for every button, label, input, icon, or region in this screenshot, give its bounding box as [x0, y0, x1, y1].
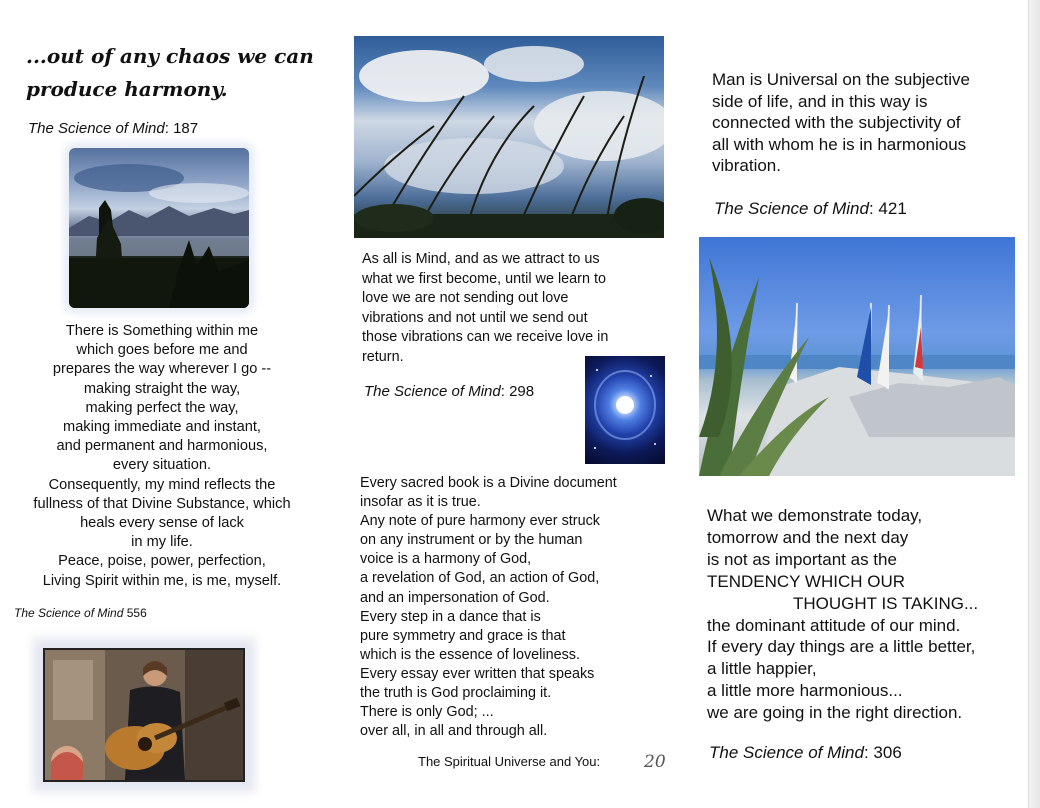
guitarist-illustration [45, 650, 243, 780]
poem-line: and permanent and harmonious, [56, 438, 268, 455]
poem-line: making immediate and instant, [63, 419, 261, 436]
paragraph-line: voice is a harmony of God, [360, 551, 532, 568]
citation-421 [714, 199, 907, 219]
paragraph-line: Every step in a dance that is [360, 608, 541, 625]
paragraph-line: insofar as it is true. [360, 494, 481, 511]
paragraph-man-is-universal [712, 69, 1022, 177]
paragraph-line: TENDENCY WHICH OUR [707, 571, 906, 591]
citation-page: : 187 [164, 120, 199, 137]
poem-line: making perfect the way, [85, 399, 239, 416]
mountain-lake-illustration [69, 148, 249, 308]
poem-line: There is Something within me [65, 323, 259, 339]
paragraph-line: the truth is God proclaiming it. [360, 685, 552, 702]
citation-page: : 306 [863, 743, 902, 762]
poem-line: which goes before me and [76, 342, 248, 359]
footer-citation: The Spiritual Universe and You: [418, 754, 601, 769]
guitarist-photo [43, 648, 245, 782]
beach-sails-photo [699, 237, 1015, 476]
citation-book: The Science of Mind [364, 383, 501, 400]
paragraph-line: a little happier, [707, 659, 817, 679]
paragraph-line: a revelation of God, an action of God, [360, 570, 600, 587]
paragraph-line: is not as important as the [707, 549, 897, 569]
galaxy-photo [585, 356, 665, 464]
page-edge [1028, 0, 1040, 808]
paragraph-line: the dominant attitude of our mind. [707, 615, 961, 635]
paragraph-line: vibration. [712, 156, 781, 175]
citation-298 [364, 383, 534, 400]
citation-187 [28, 120, 198, 137]
paragraph-line: over all, in all and through all. [360, 723, 548, 740]
paragraph-line: If every day things are a little better, [707, 637, 976, 657]
poem-line: Peace, poise, power, perfection, [58, 553, 266, 570]
paragraph-line: we are going in the right direction. [707, 703, 963, 723]
paragraph-line: THOUGHT IS TAKING... [793, 593, 979, 613]
citation-book: The Science of Mind [709, 743, 864, 762]
poem-line: Consequently, my mind reflects the [48, 476, 276, 493]
citation-book: The Science of Mind [714, 199, 869, 218]
paragraph-line: what we first become, until we learn to [362, 270, 606, 287]
beach-sails-illustration [699, 237, 1015, 476]
poem-line: in my life. [131, 534, 193, 551]
poem-line: prepares the way wherever I go -- [52, 361, 272, 378]
poem-line: heals every sense of lack [80, 515, 244, 532]
citation-book: The Science of Mind [14, 606, 124, 620]
paragraph-line: side of life, and in this way is [712, 91, 928, 111]
script-quote-title [26, 40, 326, 106]
paragraph-line: As all is Mind, and as we attract to us [362, 251, 600, 267]
mountain-lake-photo [69, 148, 249, 308]
poem-line: fullness of that Divine Substance, which [33, 495, 291, 512]
galaxy-illustration [585, 356, 665, 464]
citation-page: : 298 [500, 383, 535, 400]
script-quote-line-1: ...out of any chaos we can [26, 44, 314, 68]
paragraph-line: all with whom he is in harmonious [712, 134, 967, 154]
citation-book: The Science of Mind [28, 120, 165, 137]
paragraph-line: vibrations and not until we send out [362, 309, 588, 326]
poem-line: every situation. [112, 457, 212, 474]
paragraph-line: Every sacred book is a Divine document [360, 475, 617, 491]
citation-page: : 421 [868, 199, 907, 218]
paragraph-line: those vibrations can we receive love in [362, 329, 609, 345]
paragraph-line: There is only God; ... [360, 704, 494, 721]
paragraph-line: connected with the subjectivity of [712, 113, 961, 132]
citation-306 [709, 743, 902, 763]
poem-line: making straight the way, [83, 380, 241, 397]
script-quote-line-2: produce harmony. [26, 77, 228, 101]
poem-treatment [8, 322, 316, 591]
grass-sky-illustration [354, 36, 664, 238]
paragraph-line: Man is Universal on the subjective [712, 70, 970, 89]
paragraph-line: and an impersonation of God. [360, 589, 550, 606]
paragraph-line: What we demonstrate today, [707, 506, 923, 525]
paragraph-line: tomorrow and the next day [707, 527, 909, 547]
paragraph-line: pure symmetry and grace is that [360, 627, 566, 644]
paragraph-line: return. [362, 348, 404, 365]
citation-page: 556 [123, 606, 147, 620]
paragraph-line: a little more harmonious... [707, 681, 903, 701]
poem-line: Living Spirit within me, is me, myself. [42, 572, 282, 589]
paragraph-line: on any instrument or by the human [360, 532, 583, 549]
paragraph-line: Any note of pure harmony ever struck [360, 513, 600, 530]
page-number: 20 [644, 752, 666, 772]
paragraph-all-is-mind [362, 250, 662, 367]
grass-sky-photo [354, 36, 664, 238]
paragraph-sacred-book [360, 474, 670, 741]
paragraph-line: Every essay ever written that speaks [360, 665, 595, 682]
citation-556 [14, 606, 147, 620]
paragraph-what-we-demonstrate [707, 505, 1027, 724]
paragraph-line: love we are not sending out love [362, 290, 569, 306]
paragraph-line: which is the essence of loveliness. [360, 646, 580, 663]
